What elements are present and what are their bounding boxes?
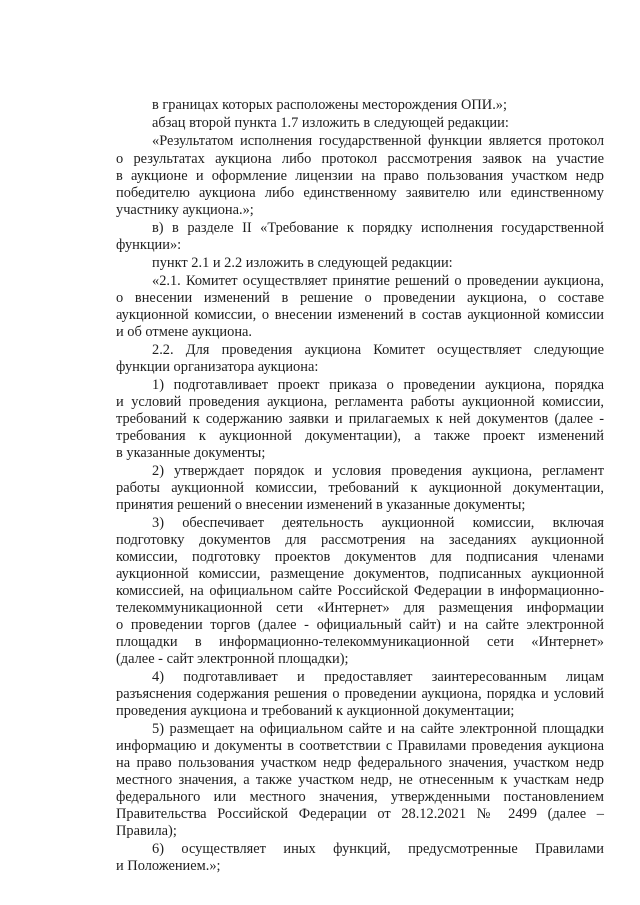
text-line: местного значения, а также участком недр, не отнесенным к участкам недр bbox=[116, 772, 604, 788]
text-line: 3) обеспечивает деятельность аукционной комиссии, включая bbox=[152, 515, 604, 531]
text-line: аукционной комиссии, размещение документов, подписанных аукционной bbox=[116, 566, 604, 582]
text-line: в аукционе и оформление лицензии на право пользования участком недр bbox=[116, 168, 604, 184]
text-line: Правила); bbox=[116, 823, 177, 839]
text-line: 4) подготавливает и предоставляет заинтересованным лицам bbox=[152, 669, 604, 685]
text-line: «2.1. Комитет осуществляет принятие решений о проведении аукциона, bbox=[152, 273, 604, 289]
text-line: аукционной комиссии, о внесении изменений в состав аукционной комиссии bbox=[116, 307, 604, 323]
text-line: функции организатора аукциона: bbox=[116, 359, 319, 375]
text-line: 6) осуществляет иных функций, предусмотренные Правилами bbox=[152, 841, 604, 857]
text-line: участнику аукциона.»; bbox=[116, 202, 254, 218]
text-line: подготовку документов для рассмотрения на заседаниях аукционной bbox=[116, 532, 604, 548]
text-line: принятия решений о внесении изменений в указанные документы; bbox=[116, 497, 526, 513]
text-line: о проведении торгов (далее - официальный сайт) и на сайте электронной bbox=[116, 617, 604, 633]
text-line: абзац второй пункта 1.7 изложить в следующей редакции: bbox=[152, 115, 509, 131]
text-line: разъяснения содержания решения о проведении аукциона, порядка и условий bbox=[116, 686, 604, 702]
text-line: Правительства Российской Федерации от 28.12.2021 № 2499 (далее – bbox=[116, 806, 604, 822]
text-line: и об отмене аукциона. bbox=[116, 324, 253, 340]
text-line: федерального или местного значения, утвержденными постановлением bbox=[116, 789, 604, 805]
text-line: 1) подготавливает проект приказа о проведении аукциона, порядка bbox=[152, 377, 604, 393]
text-line: комиссией, на официальном сайте Российской Федерации в информационно- bbox=[116, 583, 604, 599]
text-line: требований к содержанию заявки и прилагаемых к ней документов (далее - bbox=[116, 411, 604, 427]
text-line: требования к аукционной документации), а также проект изменений bbox=[116, 428, 604, 444]
text-line: в) в разделе II «Требование к порядку исполнения государственной bbox=[152, 220, 604, 236]
text-line: телекоммуникационной сети «Интернет» для размещения информации bbox=[116, 600, 604, 616]
text-line: 5) размещает на официальном сайте и на сайте электронной площадки bbox=[152, 721, 604, 737]
text-line: работы аукционной комиссии, требований к аукционной документации, bbox=[116, 480, 604, 496]
text-line: площадки в информационно-телекоммуникационной сети «Интернет» bbox=[116, 634, 604, 650]
text-line: проведения аукциона и требований к аукционной документации; bbox=[116, 703, 515, 719]
text-line: пункт 2.1 и 2.2 изложить в следующей редакции: bbox=[152, 255, 453, 271]
text-line: о результатах аукциона либо протокол рассмотрения заявок на участие bbox=[116, 151, 604, 167]
text-line: победителю аукциона либо единственному заявителю или единственному bbox=[116, 185, 604, 201]
text-line: о внесении изменений в решение о проведении аукциона, о составе bbox=[116, 290, 604, 306]
text-line: (далее - сайт электронной площадки); bbox=[116, 651, 349, 667]
text-line: комиссии, подготовку проектов документов для подписания членами bbox=[116, 549, 604, 565]
text-line: 2.2. Для проведения аукциона Комитет осуществляет следующие bbox=[152, 342, 604, 358]
text-line: 2) утверждает порядок и условия проведения аукциона, регламент bbox=[152, 463, 604, 479]
text-line: на право пользования участком недр федерального значения, участком недр bbox=[116, 755, 604, 771]
text-line: в указанные документы; bbox=[116, 445, 266, 461]
text-line: информацию и документы в соответствии с Правилами проведения аукциона bbox=[116, 738, 604, 754]
text-line: функции»: bbox=[116, 237, 182, 253]
text-line: «Результатом исполнения государственной функции является протокол bbox=[152, 133, 604, 149]
text-line: и Положением.»; bbox=[116, 858, 221, 874]
text-line: в границах которых расположены месторождения ОПИ.»; bbox=[152, 97, 507, 113]
text-line: и условий проведения аукциона, регламента работы аукционной комиссии, bbox=[116, 394, 604, 410]
